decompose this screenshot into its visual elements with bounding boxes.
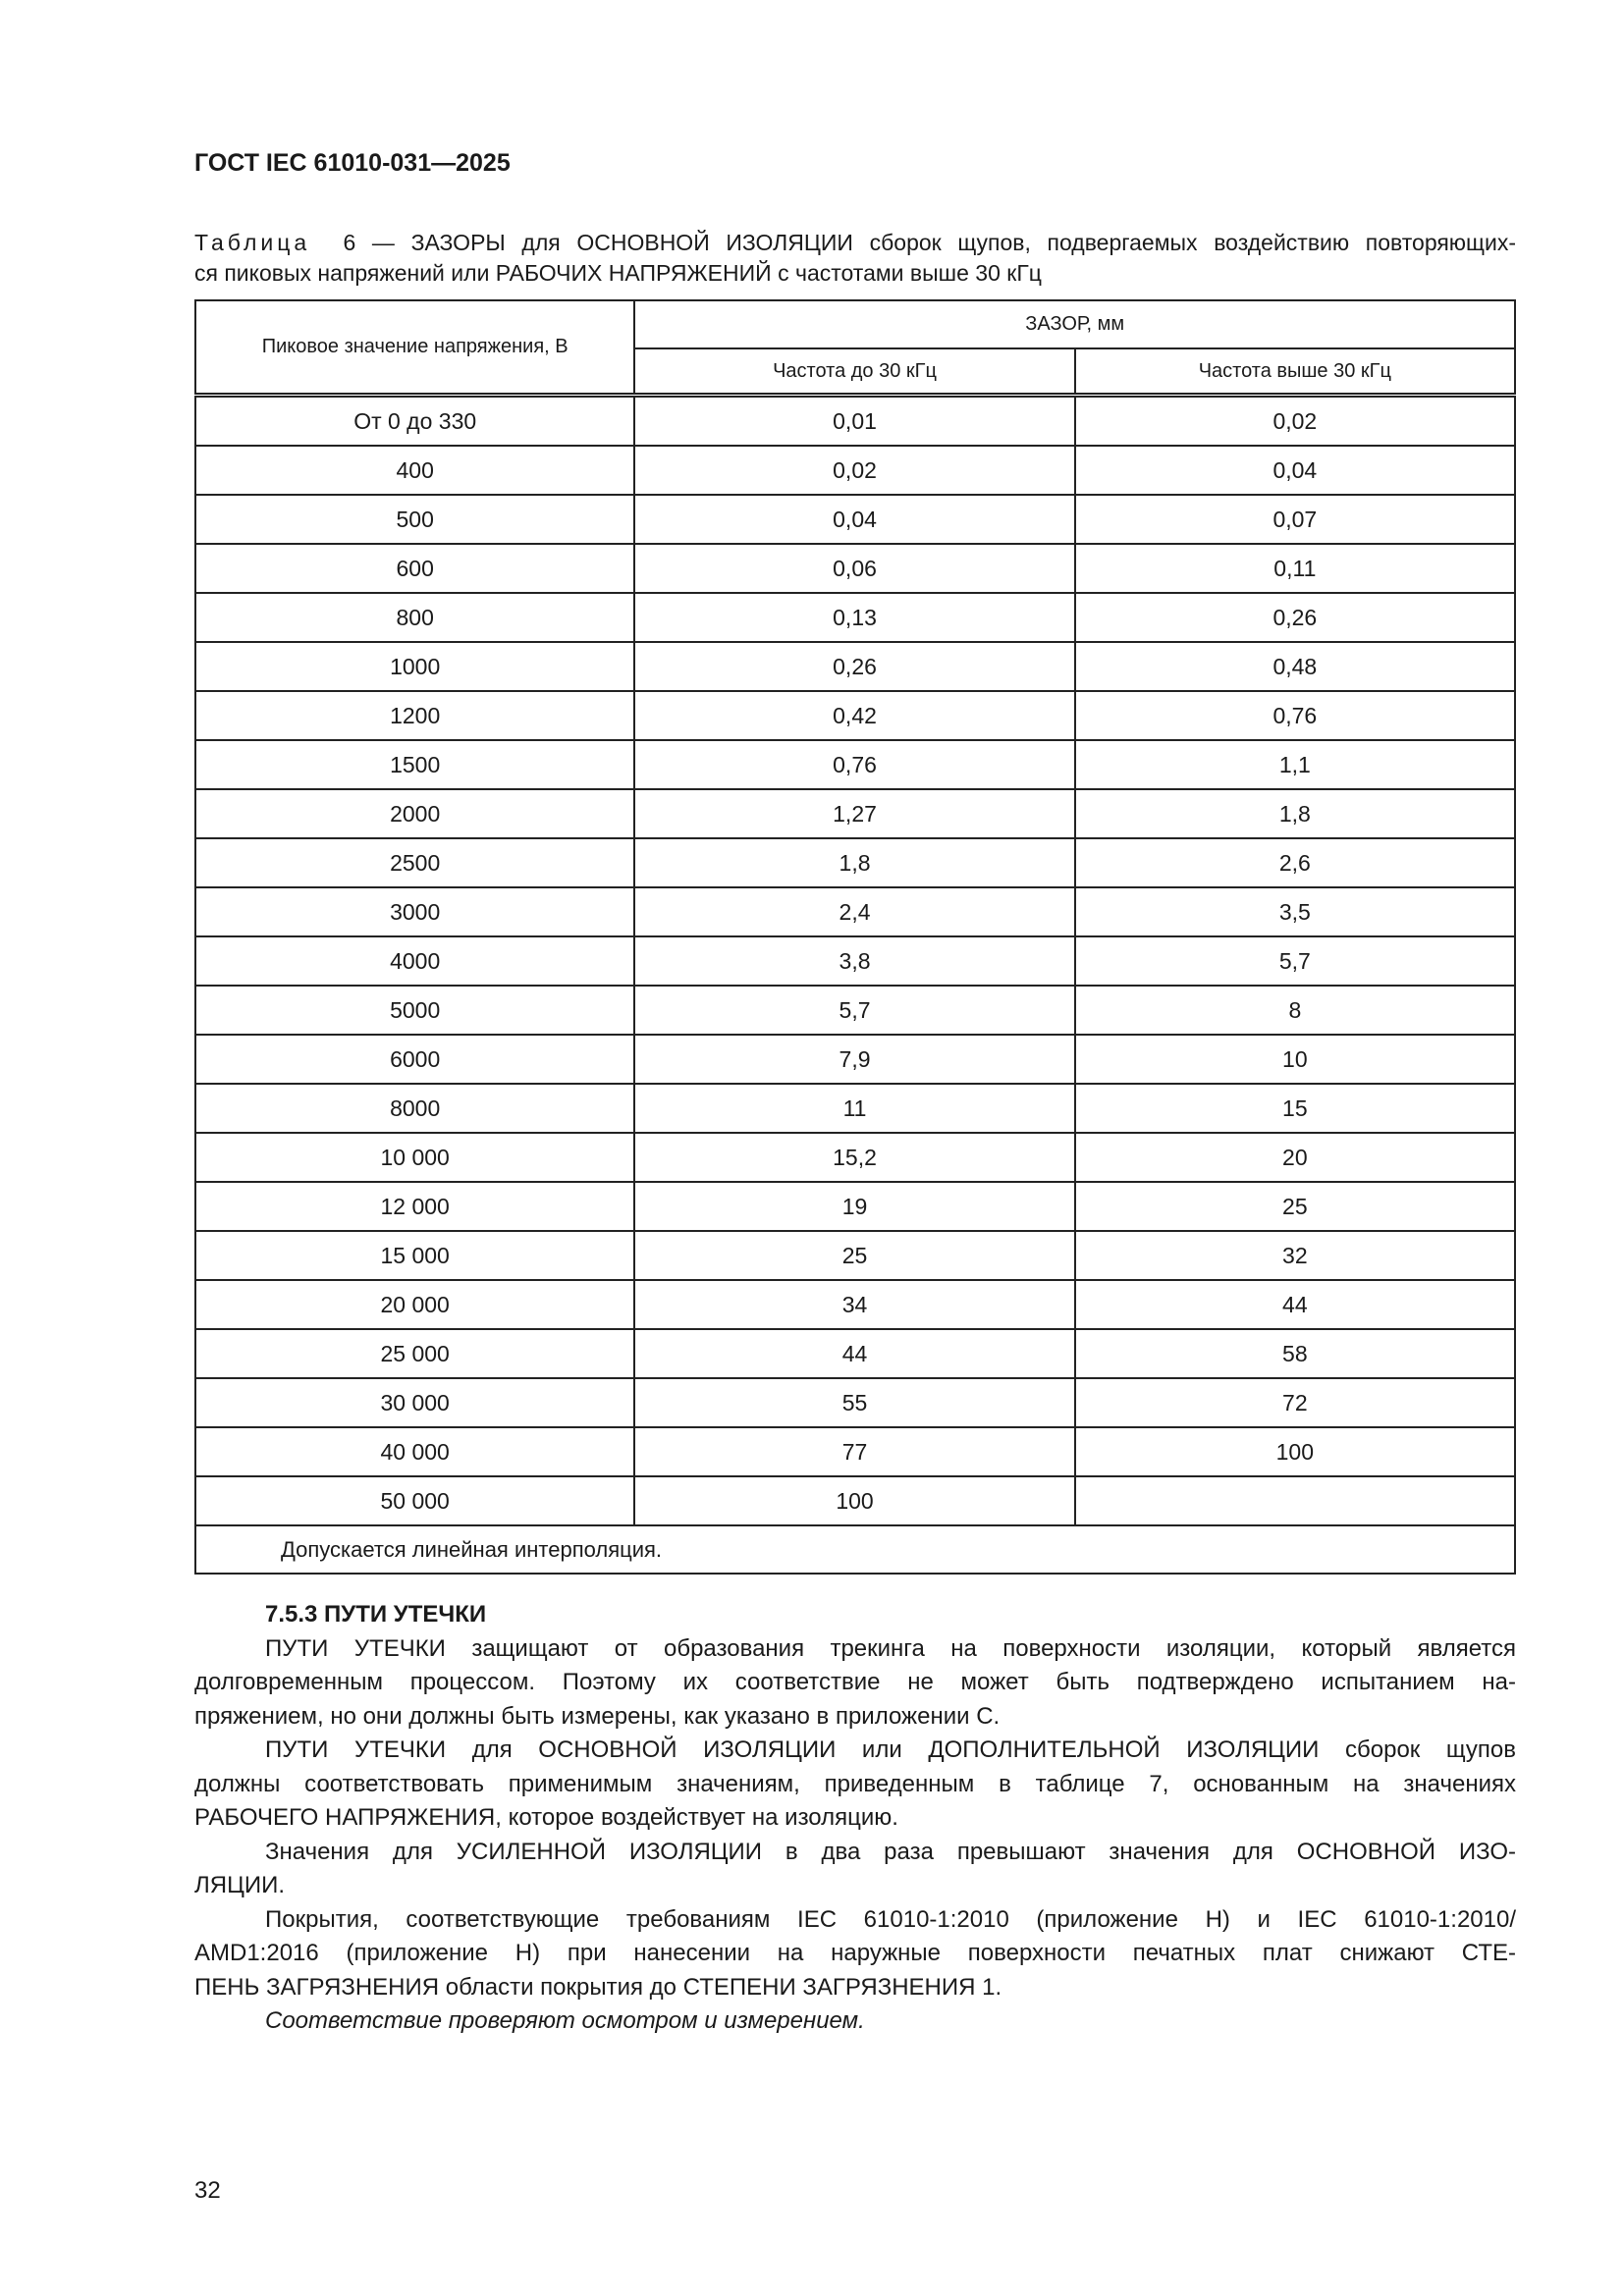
table-row xyxy=(195,691,1515,740)
cell-gap-low: 1,27 xyxy=(634,789,1074,838)
paragraph-line: должны соответствовать применимым значениям, приведенным в таблице 7, основанным на значениях xyxy=(194,1770,1516,1797)
cell-gap-high: 58 xyxy=(1075,1329,1515,1378)
table-row xyxy=(195,986,1515,1035)
cell-gap-high: 0,02 xyxy=(1075,396,1515,447)
cell-gap-low: 0,13 xyxy=(634,593,1074,642)
document-title: ГОСТ IEC 61010-031—2025 xyxy=(194,149,511,177)
cell-voltage: 1000 xyxy=(195,642,634,691)
paragraph-line: ПУТИ УТЕЧКИ для ОСНОВНОЙ ИЗОЛЯЦИИ или ДОПОЛНИТЕЛЬНОЙ ИЗОЛЯЦИИ сборок щупов xyxy=(265,1736,1516,1763)
cell-gap-high: 1,1 xyxy=(1075,740,1515,789)
cell-gap-low: 0,26 xyxy=(634,642,1074,691)
paragraph-line: пряжением, но они должны быть измерены, как указано в приложении С. xyxy=(194,1702,1001,1730)
cell-gap-high: 2,6 xyxy=(1075,838,1515,887)
caption-line-2: ся пиковых напряжений или РАБОЧИХ НАПРЯЖЕНИЙ с частотами выше 30 кГц xyxy=(194,260,1042,286)
cell-gap-high: 72 xyxy=(1075,1378,1515,1427)
cell-gap-high: 1,8 xyxy=(1075,789,1515,838)
cell-gap-high: 10 xyxy=(1075,1035,1515,1084)
cell-voltage: 40 000 xyxy=(195,1427,634,1476)
table-row xyxy=(195,1133,1515,1182)
paragraph-line: долговременным процессом. Поэтому их соответствие не может быть подтверждено испытанием на- xyxy=(194,1669,1516,1695)
paragraph-line: ПУТИ УТЕЧКИ защищают от образования трекинга на поверхности изоляции, который является xyxy=(265,1634,1516,1662)
cell-voltage: 5000 xyxy=(195,986,634,1035)
cell-gap-low: 0,04 xyxy=(634,495,1074,544)
table-row xyxy=(195,789,1515,838)
cell-voltage: 10 000 xyxy=(195,1133,634,1182)
table-row xyxy=(195,838,1515,887)
cell-voltage: 2500 xyxy=(195,838,634,887)
cell-gap-high: 8 xyxy=(1075,986,1515,1035)
cell-voltage: 25 000 xyxy=(195,1329,634,1378)
cell-voltage: 8000 xyxy=(195,1084,634,1133)
header-gap: ЗАЗОР, мм xyxy=(634,300,1515,348)
caption-line-1 xyxy=(194,228,1516,258)
table-row xyxy=(195,1231,1515,1280)
table-row xyxy=(195,740,1515,789)
table-row xyxy=(195,1427,1515,1476)
cell-gap-high: 0,26 xyxy=(1075,593,1515,642)
table-row xyxy=(195,1476,1515,1525)
table-row xyxy=(195,446,1515,495)
cell-gap-high: 0,07 xyxy=(1075,495,1515,544)
compliance-statement: Соответствие проверяют осмотром и измерением. xyxy=(265,2007,865,2034)
cell-gap-low: 77 xyxy=(634,1427,1074,1476)
header-freq-low: Частота до 30 кГц xyxy=(634,348,1074,396)
clearance-table xyxy=(194,299,1516,1575)
cell-voltage: 15 000 xyxy=(195,1231,634,1280)
paragraph-line: ЛЯЦИИ. xyxy=(194,1872,286,1898)
table-caption xyxy=(194,228,1516,289)
cell-gap-low: 1,8 xyxy=(634,838,1074,887)
cell-voltage: 20 000 xyxy=(195,1280,634,1329)
paragraph-line: Покрытия, соответствующие требованиям IEC 61010-1:2010 (приложение Н) и IEC 61010-1:2010/ xyxy=(265,1905,1516,1933)
header-freq-high: Частота выше 30 кГц xyxy=(1075,348,1515,396)
cell-gap-high: 20 xyxy=(1075,1133,1515,1182)
cell-voltage: 1500 xyxy=(195,740,634,789)
cell-gap-high: 0,11 xyxy=(1075,544,1515,593)
page-number: 32 xyxy=(194,2177,221,2204)
table-note: Допускается линейная интерполяция. xyxy=(195,1525,1515,1574)
cell-gap-high: 100 xyxy=(1075,1427,1515,1476)
cell-gap-low: 3,8 xyxy=(634,936,1074,986)
cell-gap-high: 32 xyxy=(1075,1231,1515,1280)
cell-voltage: 3000 xyxy=(195,887,634,936)
cell-voltage: 500 xyxy=(195,495,634,544)
table-row xyxy=(195,593,1515,642)
cell-voltage: 4000 xyxy=(195,936,634,986)
section-body xyxy=(194,1598,1516,2039)
cell-gap-low: 19 xyxy=(634,1182,1074,1231)
cell-gap-low: 0,76 xyxy=(634,740,1074,789)
table-row xyxy=(195,1329,1515,1378)
table-row xyxy=(195,544,1515,593)
table-row xyxy=(195,887,1515,936)
cell-voltage: 600 xyxy=(195,544,634,593)
table-row xyxy=(195,936,1515,986)
cell-voltage: 30 000 xyxy=(195,1378,634,1427)
cell-gap-high: 25 xyxy=(1075,1182,1515,1231)
paragraph-line: РАБОЧЕГО НАПРЯЖЕНИЯ, которое воздействует на изоляцию. xyxy=(194,1804,898,1831)
section-heading: 7.5.3 ПУТИ УТЕЧКИ xyxy=(265,1601,487,1628)
cell-voltage: 6000 xyxy=(195,1035,634,1084)
cell-voltage: От 0 до 330 xyxy=(195,396,634,447)
caption-text-1: 6 — ЗАЗОРЫ для ОСНОВНОЙ ИЗОЛЯЦИИ сборок щупов, подвергаемых воздействию повторяющих- xyxy=(343,230,1516,255)
cell-gap-low: 15,2 xyxy=(634,1133,1074,1182)
paragraph-line: ПЕНЬ ЗАГРЯЗНЕНИЯ области покрытия до СТЕПЕНИ ЗАГРЯЗНЕНИЯ 1. xyxy=(194,1973,1002,2001)
cell-gap-low: 55 xyxy=(634,1378,1074,1427)
table-row xyxy=(195,1280,1515,1329)
table-row xyxy=(195,1084,1515,1133)
cell-gap-low: 2,4 xyxy=(634,887,1074,936)
cell-gap-low: 0,01 xyxy=(634,396,1074,447)
cell-voltage: 12 000 xyxy=(195,1182,634,1231)
paragraph-line: Значения для УСИЛЕННОЙ ИЗОЛЯЦИИ в два раза превышают значения для ОСНОВНОЙ ИЗО- xyxy=(265,1838,1516,1865)
cell-gap-high: 3,5 xyxy=(1075,887,1515,936)
cell-voltage: 400 xyxy=(195,446,634,495)
table-row xyxy=(195,1035,1515,1084)
cell-gap-low: 11 xyxy=(634,1084,1074,1133)
table-row xyxy=(195,642,1515,691)
cell-voltage: 2000 xyxy=(195,789,634,838)
table-row xyxy=(195,1378,1515,1427)
cell-gap-low: 25 xyxy=(634,1231,1074,1280)
table-row xyxy=(195,495,1515,544)
cell-gap-high xyxy=(1075,1476,1515,1525)
cell-gap-low: 0,02 xyxy=(634,446,1074,495)
table-row xyxy=(195,1182,1515,1231)
cell-gap-low: 0,06 xyxy=(634,544,1074,593)
cell-gap-low: 100 xyxy=(634,1476,1074,1525)
table-row xyxy=(195,396,1515,447)
cell-gap-low: 5,7 xyxy=(634,986,1074,1035)
header-voltage: Пиковое значение напряжения, В xyxy=(195,300,634,396)
caption-prefix: Таблица xyxy=(194,230,311,255)
cell-gap-high: 5,7 xyxy=(1075,936,1515,986)
cell-gap-low: 7,9 xyxy=(634,1035,1074,1084)
cell-gap-high: 44 xyxy=(1075,1280,1515,1329)
cell-gap-low: 0,42 xyxy=(634,691,1074,740)
cell-gap-high: 15 xyxy=(1075,1084,1515,1133)
cell-gap-high: 0,04 xyxy=(1075,446,1515,495)
cell-gap-high: 0,48 xyxy=(1075,642,1515,691)
cell-voltage: 50 000 xyxy=(195,1476,634,1525)
paragraph-line: AMD1:2016 (приложение Н) при нанесении на наружные поверхности печатных плат снижают СТЕ- xyxy=(194,1940,1516,1966)
cell-gap-high: 0,76 xyxy=(1075,691,1515,740)
cell-gap-low: 44 xyxy=(634,1329,1074,1378)
cell-gap-low: 34 xyxy=(634,1280,1074,1329)
cell-voltage: 800 xyxy=(195,593,634,642)
cell-voltage: 1200 xyxy=(195,691,634,740)
